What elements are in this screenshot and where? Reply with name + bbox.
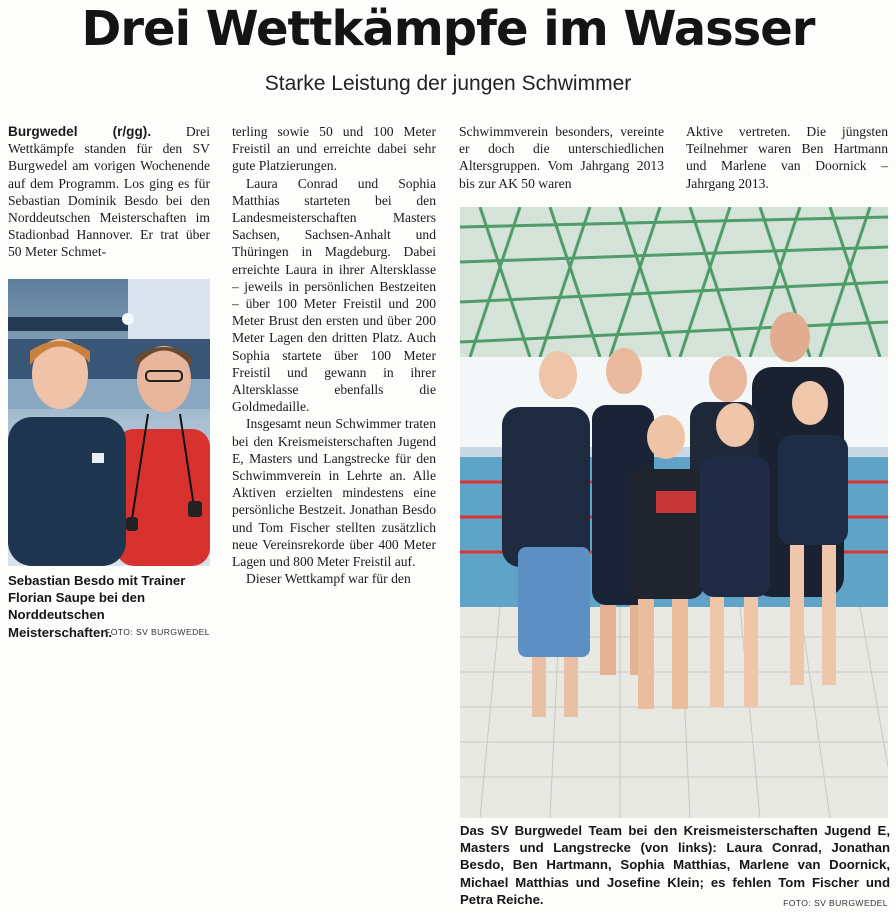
photo-2-caption: Das SV Burgwedel Team bei den Kreismeisterschaften Jugend E, Masters und Langstrecke (von links): Laura Conrad, Jonathan Besdo, Ben Hartmann, Sophia Matthias, Marlene van Doornick, Michael Matthias und Josefine Klein; es fehlen Tom Fischer und Petra Reiche. <box>460 823 890 907</box>
photo-team <box>460 207 888 818</box>
paragraph: Aktive vertreten. Die jüngsten Teilnehmer waren Ben Hartmann und Marlene van Doornick – Jahrgang 2013. <box>686 124 888 191</box>
column-1 <box>8 123 210 261</box>
paragraph: terling sowie 50 und 100 Meter Freistil an und erreichte dabei sehr gute Platzierungen. <box>232 124 436 174</box>
paragraph: Schwimmverein besonders, vereinte er doch die unterschiedlichen Altersgruppen. Vom Jahrgang 2013 bis zur AK 50 waren <box>459 124 664 191</box>
photo-1-caption: Sebastian Besdo mit Trainer Florian Saupe bei den Norddeutschen Meisterschaften. <box>8 573 186 640</box>
photo-swimmer-trainer <box>8 279 210 566</box>
paragraph: Insgesamt neun Schwimmer traten bei den Kreismeisterschaften Jugend E, Masters und Langstrecke für den Schwimmverein in Lehrte an. Alle Aktiven erzielten mindestens eine persönliche Bestzeit. Jonathan Besdo und Tom Fischer stellten zusätzlich neue Vereinsrekorde über 400 Meter Lagen und 800 Meter Freistil auf. <box>232 416 436 570</box>
subheadline: Starke Leistung der jungen Schwimmer <box>264 72 632 95</box>
headline: Drei Wettkämpfe im Wasser <box>81 1 815 57</box>
paragraph: Dieser Wettkampf war für den <box>246 571 411 587</box>
photo-1-credit: FOTO: SV BURGWEDEL <box>105 627 210 637</box>
column-2 <box>232 123 436 587</box>
photo-team-illustration <box>460 207 888 818</box>
column-4 <box>686 123 888 192</box>
column-1-text: Drei Wettkämpfe standen für den SV Burgwedel am vorigen Wochenende auf dem Programm. Los ging es für Sebastian Dominik Besdo bei den Norddeutschen Meisterschaften im Stadionbad Hannover. Er trat über 50 Meter Schmet- <box>8 124 210 260</box>
dateline: Burgwedel (r/gg). <box>8 124 152 139</box>
column-3 <box>459 123 664 192</box>
paragraph: Laura Conrad und Sophia Matthias starteten bei den Landesmeisterschaften Masters Sachsen, Sachsen-Anhalt und Thüringen in Magdeburg. Dabei erreichte Laura in ihrer Altersklasse – jeweils in persönlichen Bestzeiten – über 100 Meter Freistil und 200 Meter Brust den ersten und über 200 Meter Lagen den dritten Platz. Auch Sophia startete über 100 Meter Freistil und gewann in ihrer Altersklasse ebenfalls die Goldmedaille. <box>232 175 436 415</box>
photo-swimmer-trainer-illustration <box>8 279 210 566</box>
photo-2-credit: FOTO: SV BURGWEDEL <box>783 898 888 908</box>
